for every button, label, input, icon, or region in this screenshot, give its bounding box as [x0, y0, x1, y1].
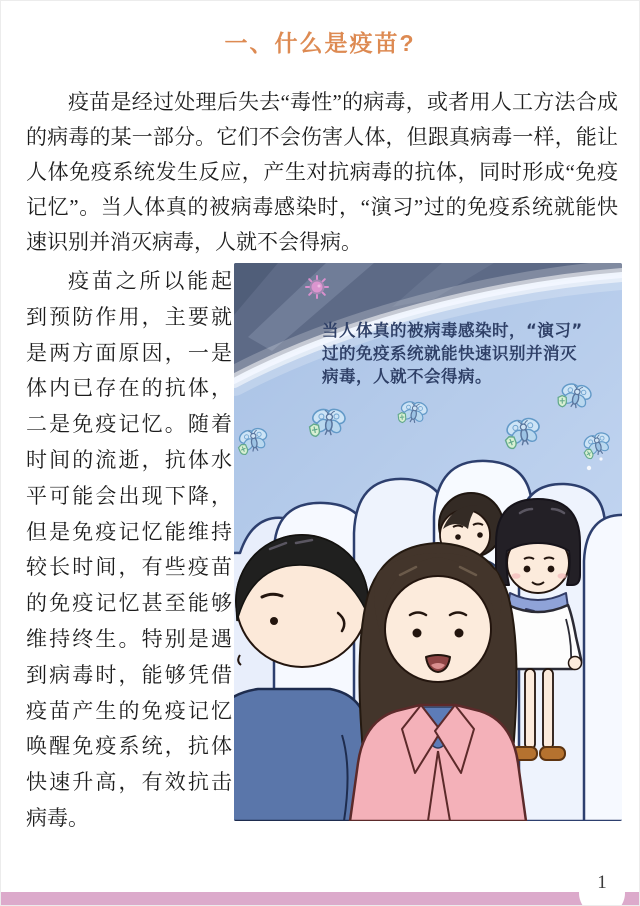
page-number-badge: [579, 870, 625, 906]
woman-figure: [350, 543, 526, 821]
caption-line: 过的免疫系统就能快速识别并消灭: [322, 344, 577, 363]
intro-paragraph: 疫苗是经过处理后失去“毒性”的病毒，或者用人工方法合成的病毒的某一部分。它们不会伤害人体，但跟真病毒一样，能让人体免疫系统发生反应，产生对抗病毒的抗体，同时形成“免疫记忆”。当人体真的被病毒感染时，“演习”过的免疫系统就能快速识别并消灭病毒，人就不会得病。: [26, 90, 618, 254]
footer-bar: [1, 892, 640, 905]
page-number: 1: [597, 872, 607, 893]
caption-line: 当人体真的被病毒感染时，“演习”: [322, 321, 583, 340]
caption-line: 病毒，人就不会得病。: [322, 367, 492, 386]
side-paragraph: 疫苗之所以能起到预防作用，主要就是两方面原因，一是体内已存在的抗体，二是免疫记忆。随着时间的流逝，抗体水平可能会出现下降，但是免疫记忆能维持较长时间，有些疫苗的免疫记忆甚至能够维持终生。特别是遇到病毒时，能够凭借疫苗产生的免疫记忆唤醒免疫系统，抗体快速升高，有效抗击病毒。: [26, 269, 232, 830]
illustration-caption: [322, 319, 618, 388]
vaccine-crowd-illustration: [234, 263, 622, 821]
page-title: 一、什么是疫苗?: [224, 30, 416, 56]
virus-icon: [306, 276, 328, 298]
